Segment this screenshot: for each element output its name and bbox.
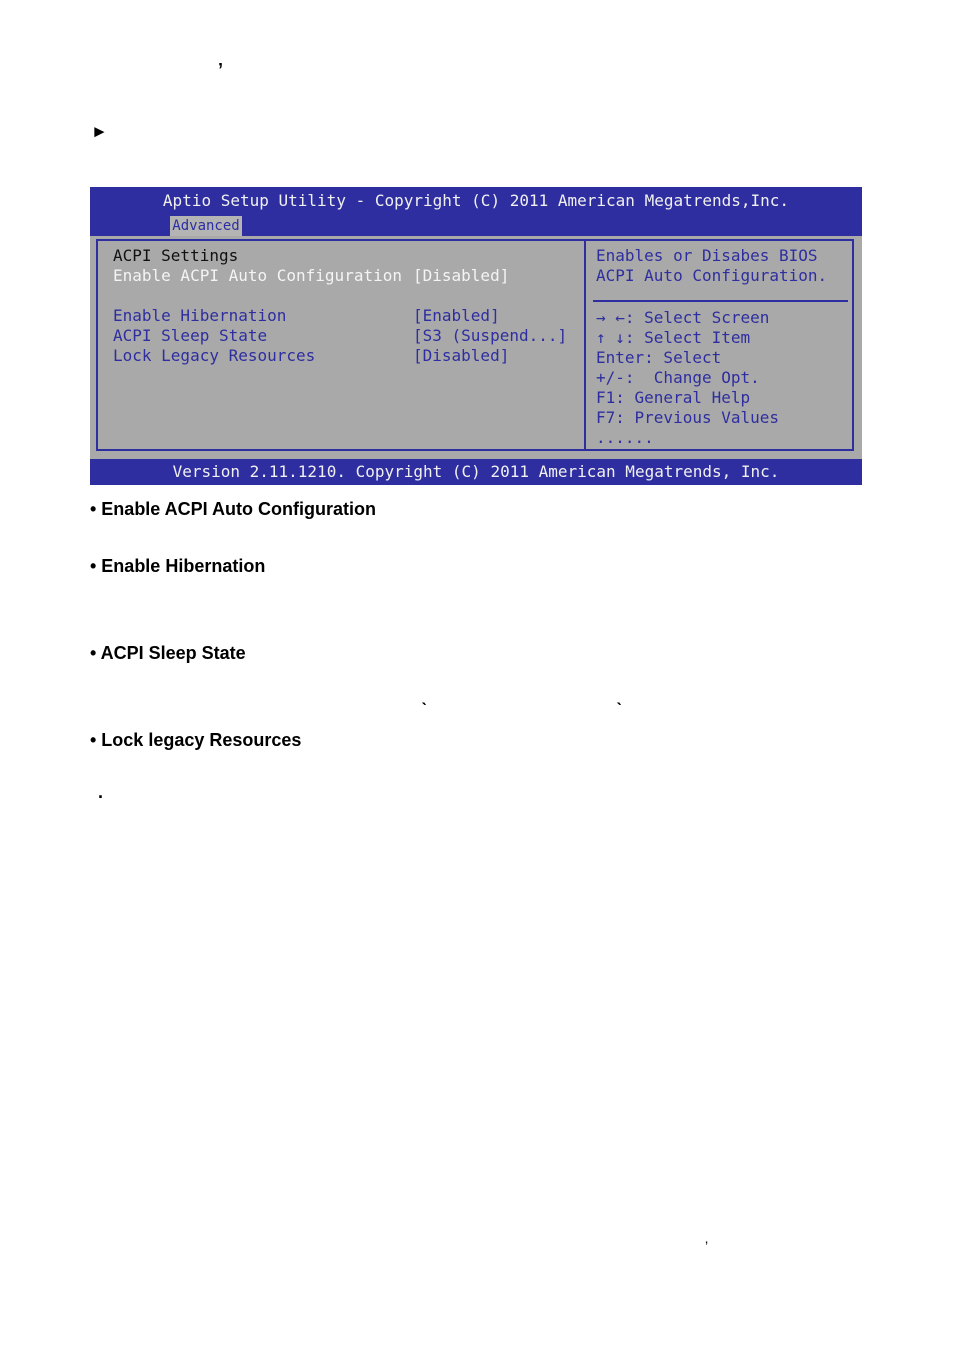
bios-item-label-lock-legacy[interactable]: Lock Legacy Resources [113, 346, 316, 365]
bios-divider [584, 239, 586, 451]
bios-item-value-sleep-state[interactable]: [S3 (Suspend...] [413, 326, 568, 345]
bios-item-value-lock-legacy[interactable]: [Disabled] [413, 346, 510, 365]
comma-mark: ’ [705, 1238, 709, 1254]
bios-item-label-hibernation[interactable]: Enable Hibernation [113, 306, 287, 325]
bios-item-label-sleep-state[interactable]: ACPI Sleep State [113, 326, 268, 345]
bios-item-value-acpi-auto[interactable]: [Disabled] [413, 266, 510, 285]
bios-help-line-1: Enables or Disabes BIOS [596, 246, 818, 265]
bios-section-title: ACPI Settings [113, 246, 239, 265]
bios-title: Aptio Setup Utility - Copyright (C) 2011 American Megatrends,Inc. [90, 187, 862, 216]
bios-key-general-help: F1: General Help [596, 388, 751, 407]
bios-key-more: ...... [596, 428, 654, 447]
bios-key-change-opt: +/-: Change Opt. [596, 368, 760, 387]
tick-mark: ˋ [616, 700, 622, 720]
bios-help-line-2: ACPI Auto Configuration. [596, 266, 828, 285]
bios-help-divider [593, 300, 848, 302]
dot-mark: . [98, 782, 104, 802]
bios-screenshot [90, 187, 862, 485]
bios-item-label-acpi-auto[interactable]: Enable ACPI Auto Configuration [113, 266, 402, 285]
bios-footer: Version 2.11.1210. Copyright (C) 2011 American Megatrends, Inc. [90, 459, 862, 485]
bios-item-value-hibernation[interactable]: [Enabled] [413, 306, 500, 325]
tick-mark: ˋ [421, 700, 427, 720]
comma-mark: ’ [218, 60, 224, 80]
bios-tab-bar [90, 216, 862, 236]
heading-acpi-sleep-state: • ACPI Sleep State [90, 643, 246, 663]
bios-key-select-screen: → ←: Select Screen [596, 308, 770, 327]
heading-enable-acpi-auto: • Enable ACPI Auto Configuration [90, 499, 376, 519]
bios-key-enter: Enter: Select [596, 348, 722, 367]
bios-key-previous-values: F7: Previous Values [596, 408, 780, 427]
heading-enable-hibernation: • Enable Hibernation [90, 556, 266, 576]
heading-lock-legacy-resources: • Lock legacy Resources [90, 730, 302, 750]
arrow-bullet-icon: ► [91, 122, 108, 141]
tab-advanced[interactable]: Advanced [170, 216, 242, 236]
bios-key-select-item: ↑ ↓: Select Item [596, 328, 751, 347]
